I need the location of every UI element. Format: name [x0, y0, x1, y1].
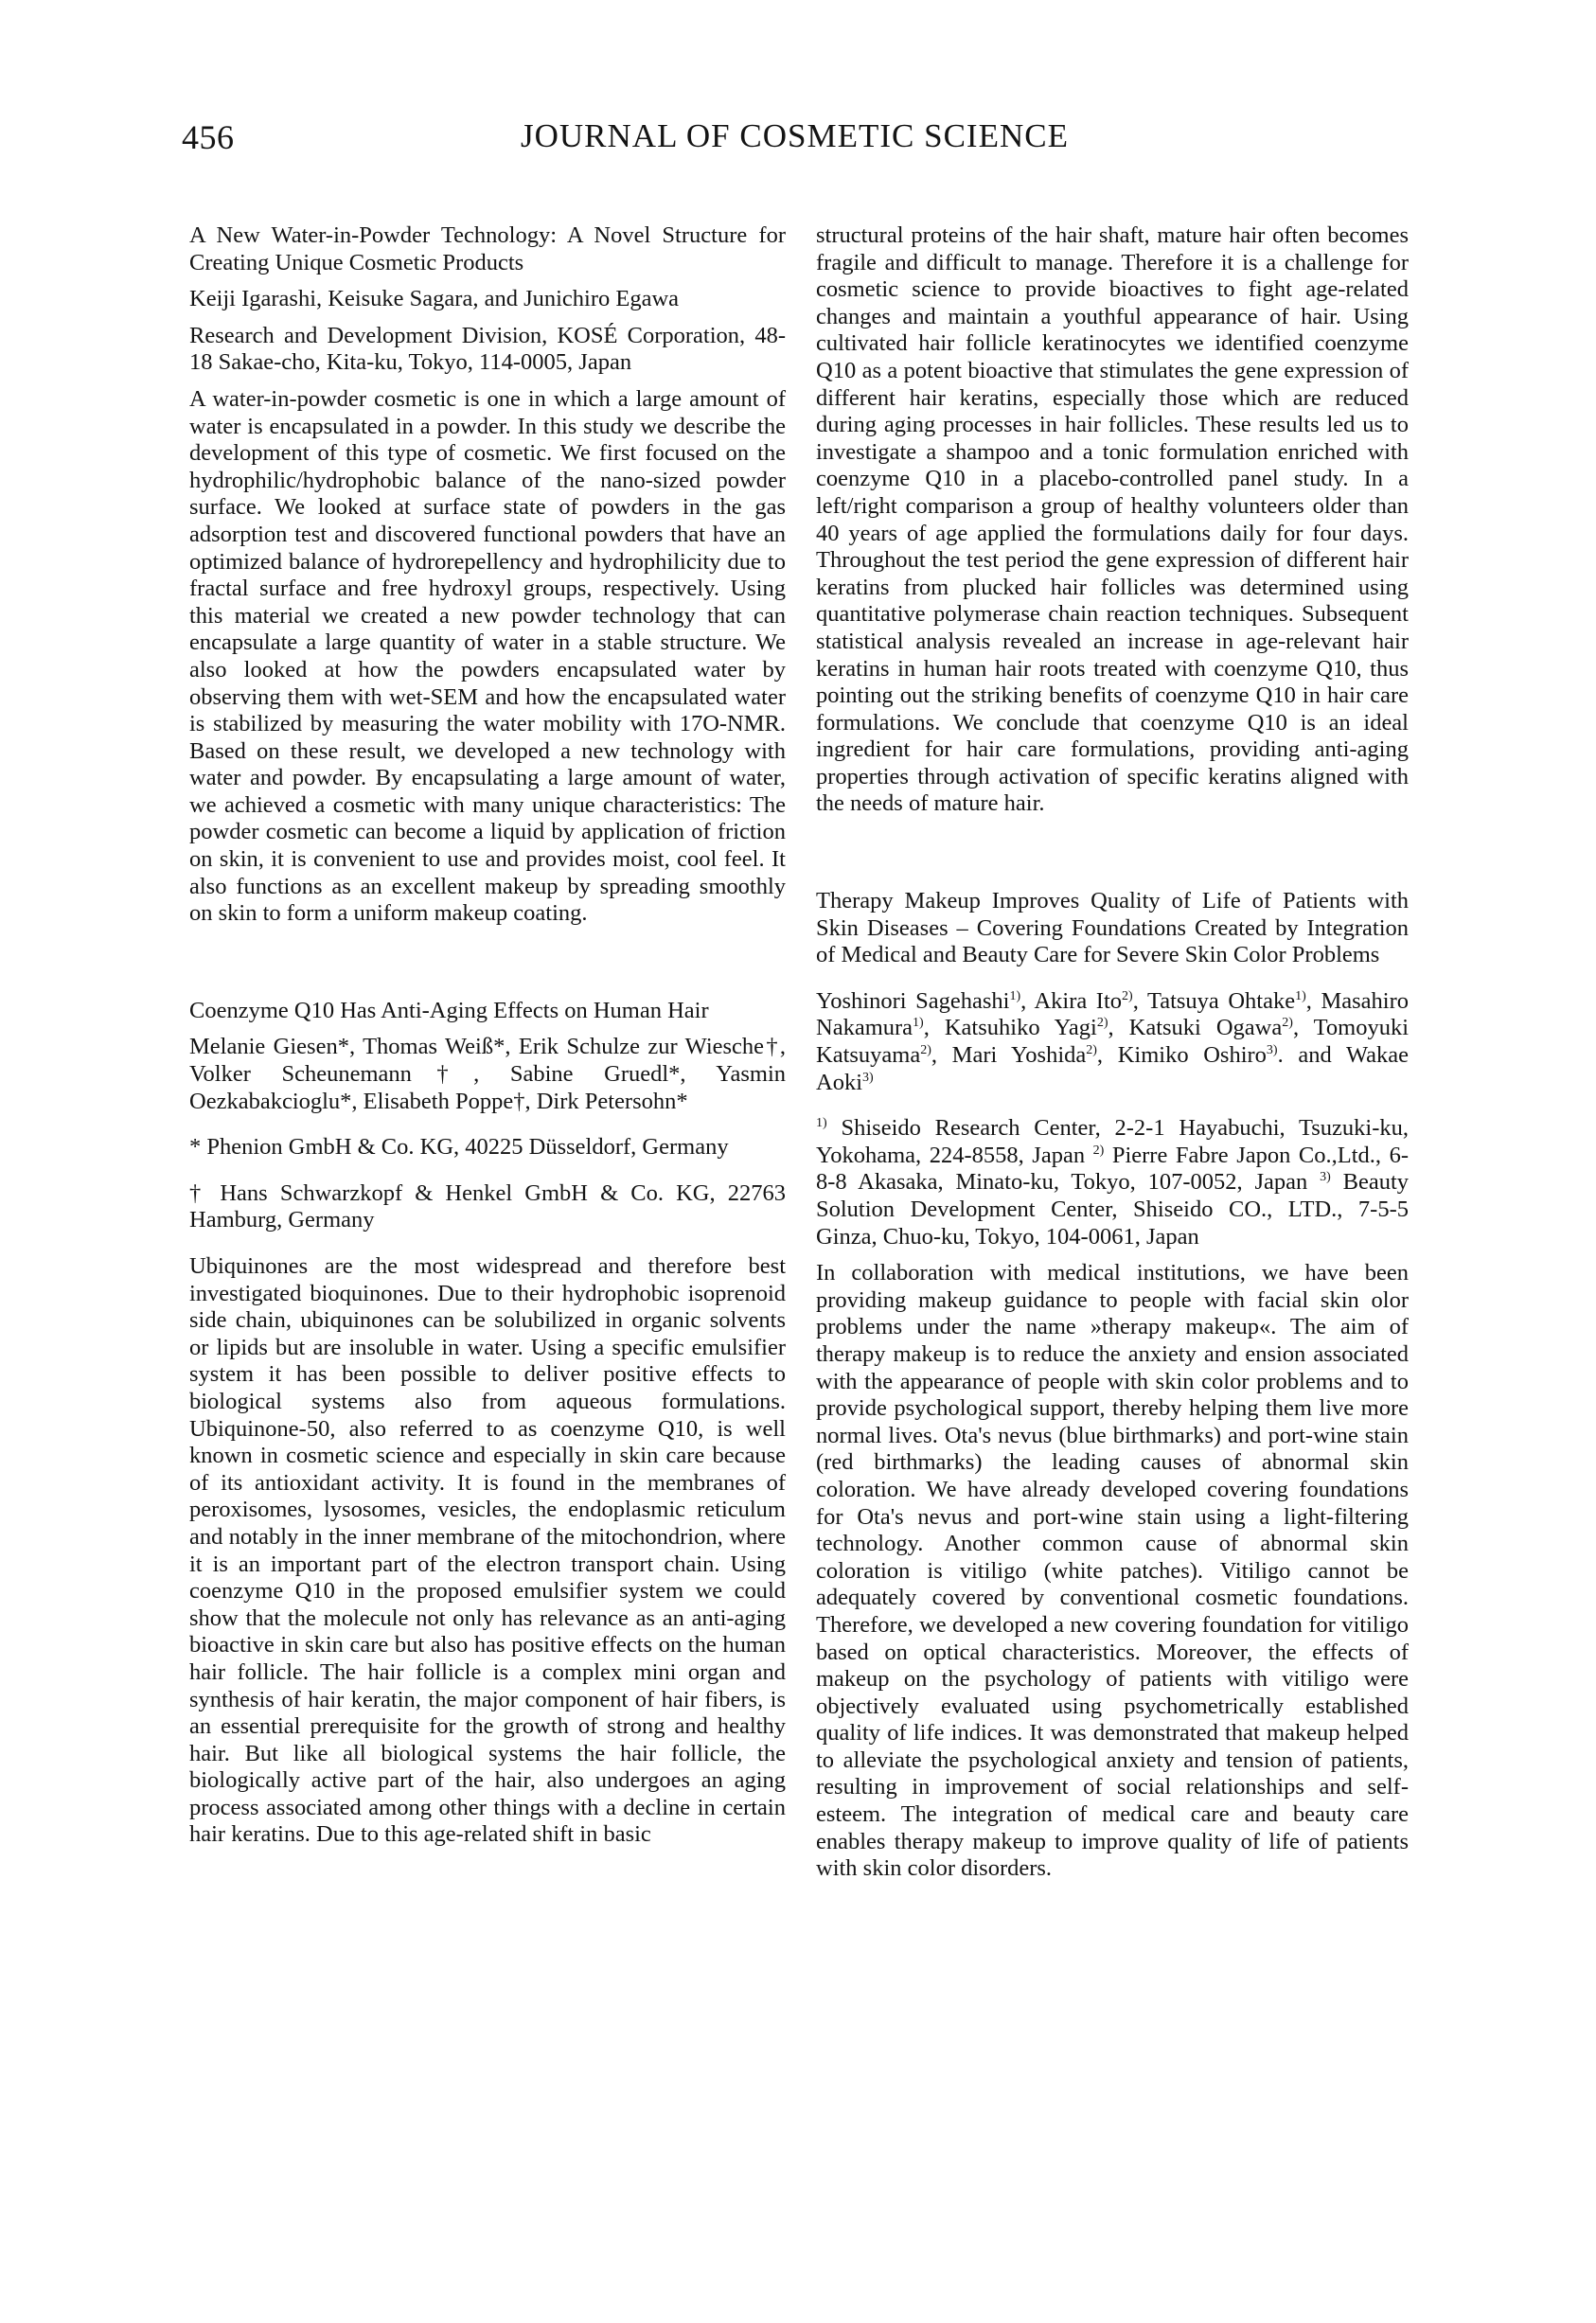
- abstract-body-water-in-powder: A water-in-powder cosmetic is one in which a large amount of water is encapsulated in a powder. In this study we describe the development of this type of cosmetic. We first focused on the hydrophilic/hydrophobic balance of the nano-sized powder surface. We looked at surface state of powders in the gas adsorption test and discovered functional powders that have an optimized balance of hydrorepellency and hydrophilicity due to fractal surface and free hydroxyl groups, respectively. Using this material we created a new powder technology that can encapsulate a large quantity of water in a stable structure. We also looked at how the powders encapsulated water by observing them with wet-SEM and how the encapsulated water is stabilized by measuring the water mobility with 17O-NMR. Based on these result, we developed a new technology with water and powder. By encapsulating a large amount of water, we achieved a cosmetic with many unique characteristics: The powder cosmetic can become a liquid by application of friction on skin, it is convenient to use and provides moist, cool feel. It also functions as an excellent makeup by spreading smoothly on skin to form a uniform makeup coating.: [189, 385, 786, 927]
- abstract-affiliations-therapy-makeup: $^{1)}$ Shiseido Research Center, 2-2-1 Hayabuchi, Tsuzuki-ku, Yokohama, 224-8558, Japan $^{2)}$ Pierre Fabre Japon Co.,Ltd., 6-8-8 Akasaka, Minato-ku, Tokyo, 107-0052, Japan $^{3)}$ Beauty Solution Development Center, Shiseido CO., LTD., 7-5-5 Ginza, Chuo-ku, Tokyo, 104-0061, Japan: [816, 1115, 1410, 1250]
- footnote-mark: 3): [1320, 1170, 1331, 1185]
- journal-title: JOURNAL OF COSMETIC SCIENCE: [521, 117, 1069, 154]
- abstract-title-therapy-makeup: Therapy Makeup Improves Quality of Life of Patients with Skin Diseases – Covering Foundations Created by Integration of Medical and Beauty Care for Severe Skin Color Problems: [816, 888, 1409, 968]
- abstract-body-coenzyme-part2: structural proteins of the hair shaft, mature hair often becomes fragile and difficult to manage. Therefore it is a challenge for cosmetic science to provide bioactives to fight age-related changes and maintain a youthful appearance of hair. Using cultivated hair follicle keratinocytes we identified coenzyme Q10 as a potent bioactive that stimulates the gene expression of different hair keratins, especially those which are reduced during aging processes in hair follicles. These results led us to investigate a shampoo and a tonic formulation enriched with coenzyme Q10 in a placebo-controlled panel study. In a left/right comparison a group of healthy volunteers older than 40 years of age applied the formulations daily for four days. Throughout the test period the gene expression of different hair keratins from plucked hair follicles was determined using quantitative polymerase chain reaction techniques. Subsequent statistical analysis revealed an increase in age-relevant hair keratins in human hair roots treated with coenzyme Q10, thus pointing out the striking benefits of coenzyme Q10 in hair care formulations. We conclude that coenzyme Q10 is an ideal ingredient for hair care formulations, providing anti-aging properties through activation of specific keratins aligned with the needs of mature hair.: [816, 222, 1409, 817]
- footnote-mark: 2): [1092, 1143, 1105, 1158]
- footnote-mark: 1): [1009, 988, 1021, 1003]
- footnote-mark: 2): [1096, 1016, 1108, 1031]
- footnote-mark: 1): [913, 1016, 924, 1031]
- page-header: [0, 117, 1596, 159]
- section-gap: [816, 818, 1409, 888]
- footnote-mark: 1): [1295, 988, 1306, 1003]
- page-number: 456: [182, 118, 235, 156]
- abstract-affiliation-water-in-powder: Research and Development Division, KOSÉ Corporation, 48-18 Sakae-cho, Kita-ku, Tokyo, 114-0005, Japan: [189, 322, 786, 376]
- section-gap: [816, 1106, 1409, 1115]
- footnote-mark: 2): [1122, 988, 1133, 1003]
- footnote-mark: 1): [816, 1116, 827, 1131]
- section-gap: [189, 1125, 786, 1134]
- footnote-mark: 3): [1266, 1042, 1278, 1057]
- abstract-body-coenzyme-part1: Ubiquinones are the most widespread and therefore best investigated bioquinones. Due to their hydrophobic isoprenoid side chain, ubiquinones can be solubilized in organic solvents or lipids but are insoluble in water. Using a specific emulsifier system it has been possible to deliver positive effects to biological systems also from aqueous formulations. Ubiquinone-50, also referred to as coenzyme Q10, is well known in cosmetic science and especially in skin care because of its antioxidant activity. It is found in the membranes of peroxisomes, lysosomes, vesicles, the endoplasmic reticulum and notably in the inner membrane of the mitochondrion, where it is an important part of the electron transport chain. Using coenzyme Q10 in the proposed emulsifier system we could show that the molecule not only has relevance as an anti-aging bioactive in skin care but also has positive effects on the human hair follicle. The hair follicle is a complex mini organ and synthesis of hair keratin, the major component of hair fibers, is an essential prerequisite for the growth of strong and healthy hair. But like all biological systems the hair follicle, the biologically active part of the hair, also undergoes an aging process associated among other things with a decline in certain hair keratins. Due to this age-related shift in basic: [189, 1253, 786, 1848]
- abstract-title-water-in-powder: A New Water-in-Powder Technology: A Novel Structure for Creating Unique Cosmetic Products: [189, 222, 786, 275]
- abstract-authors-water-in-powder: Keiji Igarashi, Keisuke Sagara, and Junichiro Egawa: [189, 286, 680, 312]
- section-gap: [189, 1171, 786, 1180]
- footnote-mark: 3): [862, 1070, 874, 1085]
- section-gap: [816, 979, 1409, 988]
- left-column: [189, 222, 786, 1849]
- section-gap: [189, 928, 786, 998]
- abstract-title-coenzyme: Coenzyme Q10 Has Anti-Aging Effects on Human Hair: [189, 997, 709, 1023]
- footnote-mark: 2): [1282, 1016, 1293, 1031]
- abstract-affiliation-coenzyme-henkel: † Hans Schwarzkopf & Henkel GmbH & Co. KG, 22763 Hamburg, Germany: [189, 1179, 786, 1233]
- section-gap: [189, 1244, 786, 1253]
- footnote-mark: 2): [920, 1042, 931, 1057]
- abstract-authors-coenzyme: Melanie Giesen*, Thomas Weiß*, Erik Schulze zur Wiesche†, Volker Scheunemann†, Sabine Gruedl*, Yasmin Oezkabakcioglu*, Elisabeth Poppe†, Dirk Petersohn*: [189, 1034, 786, 1114]
- abstract-affiliation-coenzyme-phenion: * Phenion GmbH & Co. KG, 40225 Düsseldorf, Germany: [189, 1134, 729, 1161]
- abstract-authors-therapy-makeup: Yoshinori Sagehashi$^{1)}$, Akira Ito$^{2)}$, Tatsuya Ohtake$^{1)}$, Masahiro Nakamura$^{1)}$, Katsuhiko Yagi$^{2)}$, Katsuki Ogawa$^{2)}$, Tomoyuki Katsuyama$^{2)}$, Mari Yoshida$^{2)}$, Kimiko Oshiro$^{3)}$. and Wakae Aoki$^{3)}$: [816, 987, 1409, 1095]
- footnote-mark: 2): [1086, 1042, 1097, 1057]
- right-column: [816, 222, 1409, 1883]
- abstract-body-therapy-makeup: In collaboration with medical institutions, we have been providing makeup guidance to people with facial skin olor problems under the name »therapy makeup«. The aim of therapy makeup is to reduce the anxiety and ension associated with the appearance of people with skin color problems and to provide psychological support, thereby helping them live more normal lives. Ota's nevus (blue birthmarks) and port-wine stain (red birthmarks) the leading causes of abnormal skin coloration. We have already developed covering foundations for Ota's nevus and port-wine stain using a light-filtering technology. Another common cause of abnormal skin coloration is vitiligo (white patches). Vitiligo cannot be adequately covered by conventional cosmetic foundations. Therefore, we developed a new covering foundation for vitiligo based on optical characteristics. Moreover, the effects of makeup on the psychology of patients with vitiligo were objectively evaluated using psychometrically established quality of life indices. It was demonstrated that makeup helped to alleviate the psychological anxiety and tension of patients, resulting in improvement of social relationships and self-esteem. The integration of medical care and beauty care enables therapy makeup to improve quality of life of patients with skin color disorders.: [816, 1260, 1409, 1882]
